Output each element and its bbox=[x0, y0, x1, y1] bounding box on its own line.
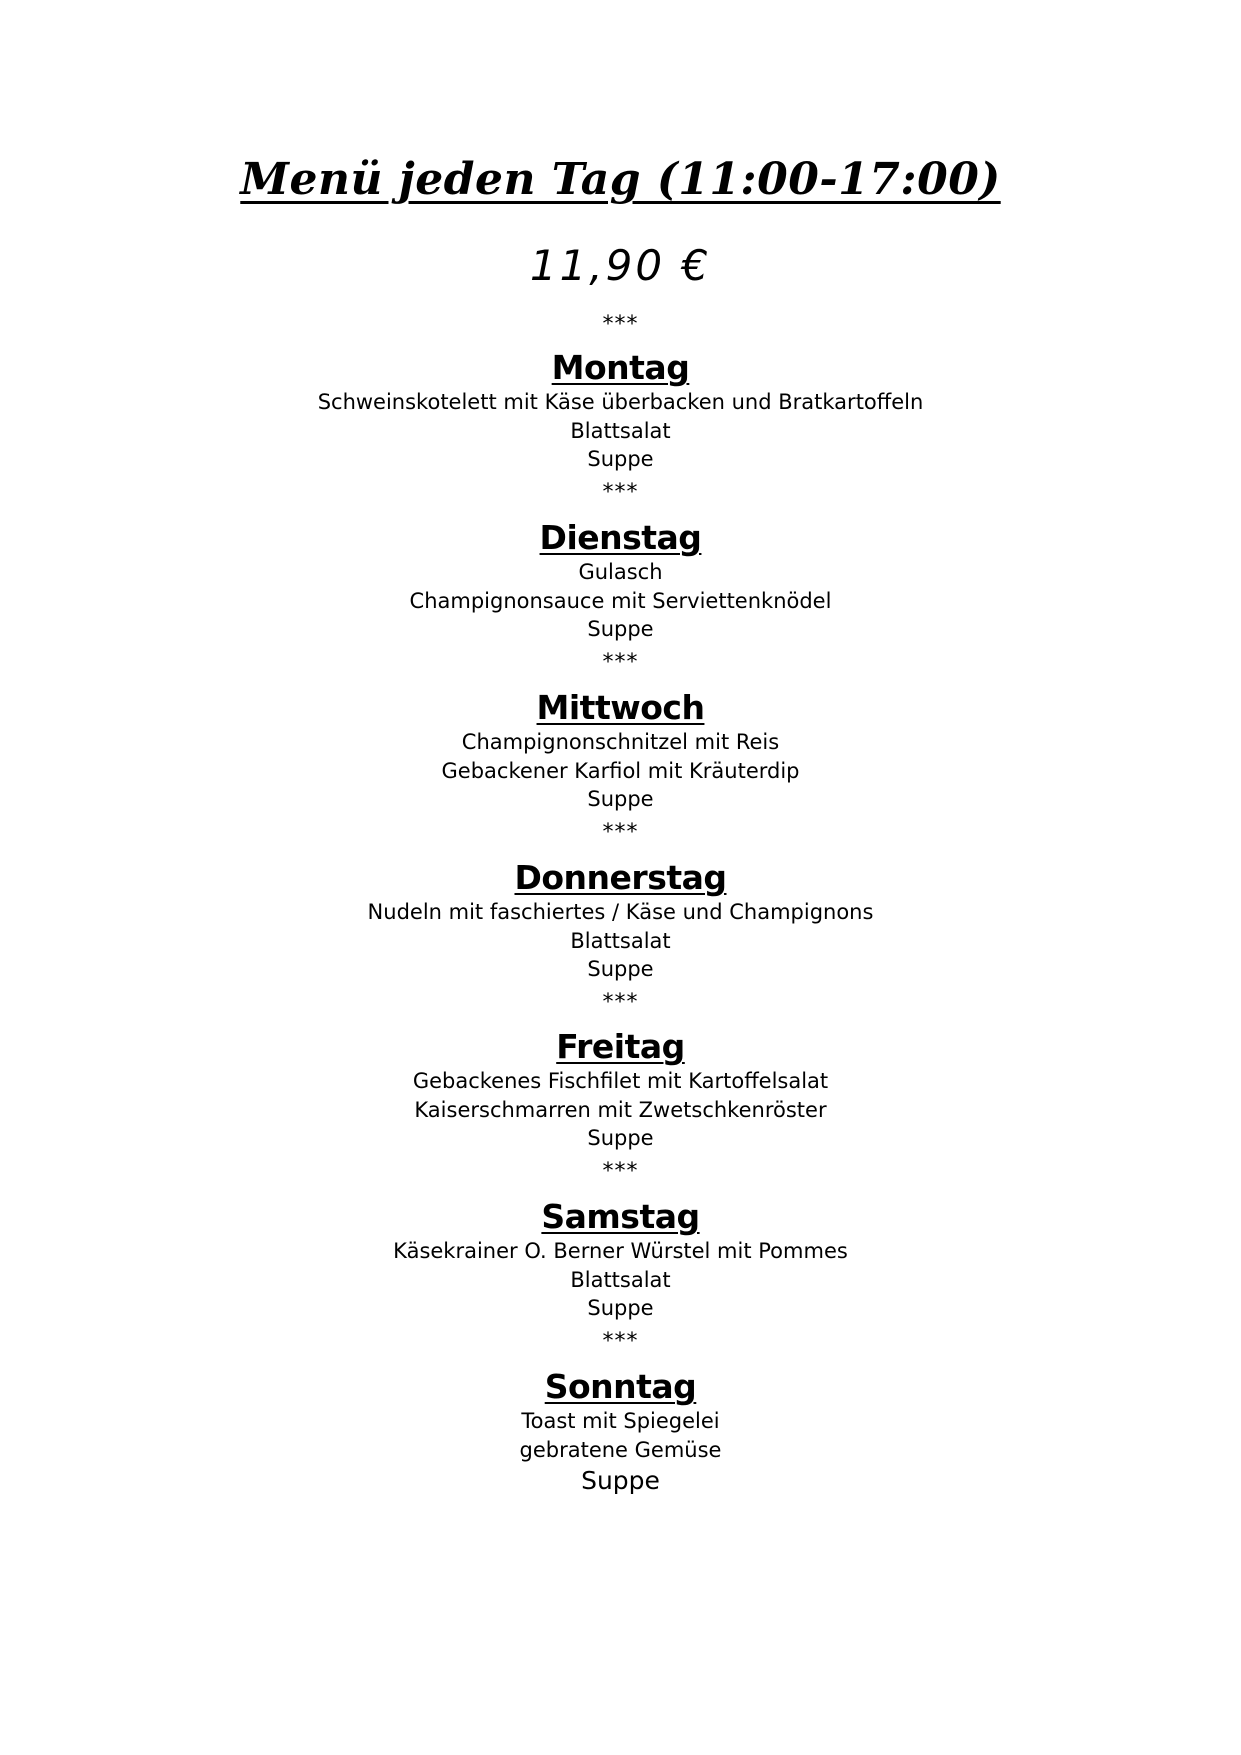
day-section-sonntag bbox=[0, 1367, 1241, 1498]
separator: *** bbox=[602, 990, 639, 1015]
dish-item: Suppe bbox=[587, 957, 654, 981]
day-section-mittwoch bbox=[0, 688, 1241, 814]
dish-item: Gebackenes Fischfilet mit Kartoffelsalat bbox=[412, 1069, 829, 1093]
dish-item: Blattsalat bbox=[570, 928, 671, 953]
dish-item: Nudeln mit faschiertes / Käse und Champignons bbox=[367, 900, 874, 924]
dish-item: Suppe bbox=[581, 1466, 660, 1495]
day-section-samstag bbox=[0, 1197, 1241, 1323]
dish-item: Champignonschnitzel mit Reis bbox=[461, 730, 780, 754]
dish-item: Blattsalat bbox=[570, 1267, 671, 1292]
day-name: Freitag bbox=[556, 1027, 685, 1066]
separator: *** bbox=[602, 1159, 639, 1184]
day-name: Donnerstag bbox=[514, 858, 727, 897]
dish-item: Suppe bbox=[587, 1126, 654, 1150]
dish-item: Gulasch bbox=[578, 560, 663, 584]
dish-item: Suppe bbox=[587, 787, 654, 811]
dish-item: Gebackener Karfiol mit Kräuterdip bbox=[441, 758, 800, 783]
menu-price: 11,90 € bbox=[529, 241, 712, 290]
menu-title: Menü jeden Tag (11:00-17:00) bbox=[240, 154, 1001, 205]
separator: *** bbox=[602, 650, 639, 675]
dish-item: gebratene Gemüse bbox=[519, 1437, 722, 1462]
dish-item: Blattsalat bbox=[570, 418, 671, 443]
dish-item: Schweinskotelett mit Käse überbacken und Bratkartoffeln bbox=[317, 390, 924, 414]
separator: *** bbox=[602, 480, 639, 505]
day-section-freitag bbox=[0, 1027, 1241, 1153]
dish-item: Käsekrainer O. Berner Würstel mit Pommes bbox=[393, 1239, 848, 1263]
day-section-montag bbox=[0, 348, 1241, 474]
day-name: Dienstag bbox=[539, 518, 702, 557]
dish-item: Suppe bbox=[587, 617, 654, 641]
day-name: Sonntag bbox=[544, 1367, 697, 1406]
day-name: Montag bbox=[551, 348, 690, 387]
dish-item: Champignonsauce mit Serviettenknödel bbox=[409, 588, 832, 613]
dish-item: Toast mit Spiegelei bbox=[521, 1409, 720, 1433]
dish-item: Kaiserschmarren mit Zwetschkenröster bbox=[414, 1097, 827, 1122]
separator: *** bbox=[602, 820, 639, 845]
separator: *** bbox=[602, 312, 639, 337]
day-name: Mittwoch bbox=[536, 688, 705, 727]
dish-item: Suppe bbox=[587, 1296, 654, 1320]
day-section-dienstag bbox=[0, 518, 1241, 644]
dish-item: Suppe bbox=[587, 447, 654, 471]
day-section-donnerstag bbox=[0, 858, 1241, 984]
separator: *** bbox=[602, 1329, 639, 1354]
day-name: Samstag bbox=[541, 1197, 700, 1236]
